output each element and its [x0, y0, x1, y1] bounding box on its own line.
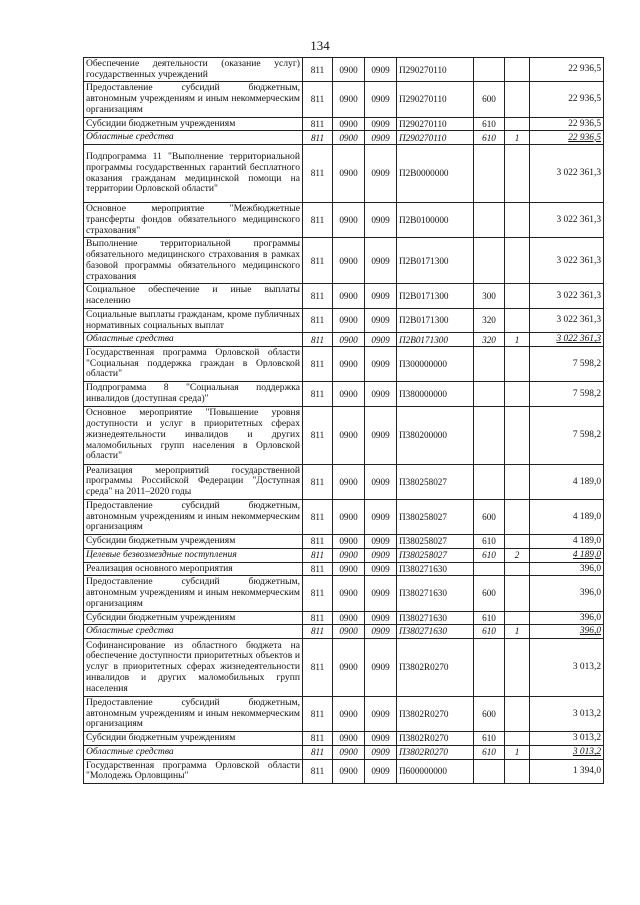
cell-section-code: 0900 [333, 464, 365, 499]
cell-admin-code: 811 [303, 611, 333, 625]
cell-target-article: П380200000 [397, 406, 474, 464]
cell-subsection-code: 0909 [365, 58, 397, 82]
cell-funding-source [505, 82, 530, 117]
cell-expense-type [474, 238, 505, 284]
cell-name: Целевые безвозмездные поступления [84, 548, 303, 562]
table-row [84, 696, 604, 731]
cell-name: Субсидии бюджетным учреждениям [84, 117, 303, 131]
cell-section-code: 0900 [333, 638, 365, 696]
cell-amount: 396,0 [530, 611, 604, 625]
table-row [84, 203, 604, 238]
cell-funding-source [505, 284, 530, 308]
cell-name: Реализация основного мероприятия [84, 562, 303, 576]
table-row [84, 611, 604, 625]
cell-amount: 3 013,2 [530, 745, 604, 759]
cell-name: Подпрограмма 11 "Выполнение территориальной программы государственных гарантий бесплатного оказания гражданам медицинской помощи на территории Орловской области" [84, 145, 303, 203]
cell-subsection-code: 0909 [365, 406, 397, 464]
cell-funding-source [505, 58, 530, 82]
cell-funding-source [505, 759, 530, 783]
cell-funding-source: 1 [505, 745, 530, 759]
cell-admin-code: 811 [303, 464, 333, 499]
cell-amount: 7 598,2 [530, 347, 604, 382]
cell-expense-type [474, 347, 505, 382]
cell-target-article: П380258027 [397, 548, 474, 562]
cell-subsection-code: 0909 [365, 464, 397, 499]
cell-section-code: 0900 [333, 284, 365, 308]
cell-amount: 3 022 361,3 [530, 238, 604, 284]
cell-funding-source [505, 347, 530, 382]
cell-amount: 22 936,5 [530, 58, 604, 82]
cell-section-code: 0900 [333, 611, 365, 625]
cell-name: Областные средства [84, 625, 303, 639]
cell-target-article: П380271630 [397, 611, 474, 625]
cell-funding-source [505, 464, 530, 499]
cell-target-article: П600000000 [397, 759, 474, 783]
table-row [84, 82, 604, 117]
table-row [84, 347, 604, 382]
cell-target-article: П300000000 [397, 347, 474, 382]
cell-name: Областные средства [84, 131, 303, 145]
cell-section-code: 0900 [333, 117, 365, 131]
cell-admin-code: 811 [303, 732, 333, 746]
cell-subsection-code: 0909 [365, 732, 397, 746]
cell-admin-code: 811 [303, 745, 333, 759]
cell-expense-type: 610 [474, 625, 505, 639]
cell-expense-type: 600 [474, 576, 505, 611]
cell-amount: 1 394,0 [530, 759, 604, 783]
cell-expense-type [474, 638, 505, 696]
table-row [84, 382, 604, 406]
cell-subsection-code: 0909 [365, 576, 397, 611]
table-row [84, 548, 604, 562]
cell-funding-source: 1 [505, 131, 530, 145]
cell-funding-source [505, 576, 530, 611]
cell-expense-type: 610 [474, 548, 505, 562]
cell-target-article: П2В0171300 [397, 333, 474, 347]
cell-name: Субсидии бюджетным учреждениям [84, 535, 303, 549]
cell-expense-type: 610 [474, 535, 505, 549]
table-row [84, 499, 604, 534]
cell-funding-source [505, 499, 530, 534]
cell-admin-code: 811 [303, 382, 333, 406]
cell-expense-type: 600 [474, 499, 505, 534]
cell-subsection-code: 0909 [365, 382, 397, 406]
cell-section-code: 0900 [333, 333, 365, 347]
cell-section-code: 0900 [333, 625, 365, 639]
table-row [84, 145, 604, 203]
cell-funding-source [505, 696, 530, 731]
table-row [84, 745, 604, 759]
cell-name: Областные средства [84, 333, 303, 347]
cell-section-code: 0900 [333, 759, 365, 783]
cell-target-article: П2В0171300 [397, 238, 474, 284]
cell-target-article: П290270110 [397, 82, 474, 117]
cell-target-article: П3802R0270 [397, 732, 474, 746]
cell-section-code: 0900 [333, 499, 365, 534]
cell-section-code: 0900 [333, 732, 365, 746]
cell-subsection-code: 0909 [365, 117, 397, 131]
cell-expense-type [474, 382, 505, 406]
cell-section-code: 0900 [333, 308, 365, 332]
cell-amount: 3 022 361,3 [530, 203, 604, 238]
cell-amount: 396,0 [530, 625, 604, 639]
cell-amount: 4 189,0 [530, 548, 604, 562]
cell-section-code: 0900 [333, 576, 365, 611]
page-number: 134 [310, 38, 330, 53]
table-row [84, 732, 604, 746]
cell-expense-type: 610 [474, 117, 505, 131]
table-row [84, 406, 604, 464]
cell-expense-type [474, 58, 505, 82]
cell-subsection-code: 0909 [365, 203, 397, 238]
table-row [84, 284, 604, 308]
cell-target-article: П2В0171300 [397, 308, 474, 332]
cell-target-article: П380258027 [397, 464, 474, 499]
cell-target-article: П2В0100000 [397, 203, 474, 238]
cell-section-code: 0900 [333, 745, 365, 759]
cell-target-article: П380271630 [397, 625, 474, 639]
cell-name: Предоставление субсидий бюджетным, автономным учреждениям и иным некоммерческим организациям [84, 696, 303, 731]
cell-name: Субсидии бюджетным учреждениям [84, 732, 303, 746]
cell-expense-type: 610 [474, 732, 505, 746]
cell-amount: 3 022 361,3 [530, 308, 604, 332]
cell-admin-code: 811 [303, 203, 333, 238]
cell-admin-code: 811 [303, 696, 333, 731]
table-row [84, 238, 604, 284]
cell-section-code: 0900 [333, 131, 365, 145]
table-row [84, 562, 604, 576]
cell-expense-type: 320 [474, 308, 505, 332]
cell-expense-type [474, 203, 505, 238]
cell-target-article: П380000000 [397, 382, 474, 406]
cell-expense-type: 300 [474, 284, 505, 308]
cell-amount: 7 598,2 [530, 406, 604, 464]
cell-subsection-code: 0909 [365, 638, 397, 696]
cell-subsection-code: 0909 [365, 145, 397, 203]
cell-subsection-code: 0909 [365, 347, 397, 382]
cell-amount: 7 598,2 [530, 382, 604, 406]
cell-funding-source [505, 406, 530, 464]
cell-funding-source [505, 238, 530, 284]
cell-name: Подпрограмма 8 "Социальная поддержка инвалидов (доступная среда)" [84, 382, 303, 406]
cell-section-code: 0900 [333, 382, 365, 406]
table-row [84, 464, 604, 499]
cell-section-code: 0900 [333, 347, 365, 382]
cell-funding-source [505, 611, 530, 625]
cell-name: Субсидии бюджетным учреждениям [84, 611, 303, 625]
cell-amount: 4 189,0 [530, 464, 604, 499]
cell-subsection-code: 0909 [365, 284, 397, 308]
cell-amount: 3 013,2 [530, 732, 604, 746]
table-row [84, 117, 604, 131]
cell-name: Основное мероприятие "Межбюджетные трансферты фондов обязательного медицинского страхования" [84, 203, 303, 238]
cell-target-article: П380271630 [397, 562, 474, 576]
cell-funding-source [505, 562, 530, 576]
cell-admin-code: 811 [303, 535, 333, 549]
cell-section-code: 0900 [333, 82, 365, 117]
cell-funding-source [505, 308, 530, 332]
cell-admin-code: 811 [303, 145, 333, 203]
cell-funding-source: 1 [505, 333, 530, 347]
cell-subsection-code: 0909 [365, 611, 397, 625]
cell-admin-code: 811 [303, 347, 333, 382]
cell-amount: 3 013,2 [530, 638, 604, 696]
cell-admin-code: 811 [303, 308, 333, 332]
cell-expense-type: 320 [474, 333, 505, 347]
cell-section-code: 0900 [333, 696, 365, 731]
cell-funding-source [505, 535, 530, 549]
table-body [84, 58, 604, 784]
cell-section-code: 0900 [333, 406, 365, 464]
cell-subsection-code: 0909 [365, 548, 397, 562]
cell-name: Софинансирование из областного бюджета на обеспечение доступности приоритетных объектов и услуг в приоритетных сферах жизнедеятельности инвалидов и других маломобильных групп населения [84, 638, 303, 696]
cell-admin-code: 811 [303, 576, 333, 611]
cell-admin-code: 811 [303, 548, 333, 562]
cell-name: Предоставление субсидий бюджетным, автономным учреждениям и иным некоммерческим организациям [84, 82, 303, 117]
table-row [84, 131, 604, 145]
cell-admin-code: 811 [303, 638, 333, 696]
cell-admin-code: 811 [303, 625, 333, 639]
cell-expense-type [474, 562, 505, 576]
cell-subsection-code: 0909 [365, 535, 397, 549]
cell-section-code: 0900 [333, 203, 365, 238]
cell-admin-code: 811 [303, 284, 333, 308]
cell-section-code: 0900 [333, 238, 365, 284]
cell-expense-type: 610 [474, 745, 505, 759]
cell-section-code: 0900 [333, 535, 365, 549]
cell-admin-code: 811 [303, 562, 333, 576]
cell-target-article: П2В0000000 [397, 145, 474, 203]
cell-expense-type: 600 [474, 696, 505, 731]
cell-name: Предоставление субсидий бюджетным, автономным учреждениям и иным некоммерческим организациям [84, 499, 303, 534]
cell-section-code: 0900 [333, 58, 365, 82]
cell-expense-type [474, 759, 505, 783]
cell-amount: 22 936,5 [530, 117, 604, 131]
cell-name: Социальное обеспечение и иные выплаты населению [84, 284, 303, 308]
cell-name: Выполнение территориальной программы обязательного медицинского страхования в рамках базовой программы обязательного медицинского страхования [84, 238, 303, 284]
cell-funding-source: 1 [505, 625, 530, 639]
table-row [84, 535, 604, 549]
cell-section-code: 0900 [333, 548, 365, 562]
cell-admin-code: 811 [303, 499, 333, 534]
cell-admin-code: 811 [303, 333, 333, 347]
cell-subsection-code: 0909 [365, 696, 397, 731]
cell-target-article: П290270110 [397, 117, 474, 131]
cell-subsection-code: 0909 [365, 562, 397, 576]
table-row [84, 58, 604, 82]
cell-name: Обеспечение деятельности (оказание услуг) государственных учреждений [84, 58, 303, 82]
cell-funding-source: 2 [505, 548, 530, 562]
cell-name: Областные средства [84, 745, 303, 759]
cell-amount: 22 936,5 [530, 82, 604, 117]
cell-amount: 4 189,0 [530, 535, 604, 549]
cell-amount: 22 936,5 [530, 131, 604, 145]
cell-subsection-code: 0909 [365, 308, 397, 332]
cell-admin-code: 811 [303, 82, 333, 117]
table-row [84, 333, 604, 347]
cell-target-article: П290270110 [397, 131, 474, 145]
cell-funding-source [505, 145, 530, 203]
cell-funding-source [505, 382, 530, 406]
cell-admin-code: 811 [303, 238, 333, 284]
cell-funding-source [505, 117, 530, 131]
budget-table [83, 57, 604, 784]
cell-subsection-code: 0909 [365, 131, 397, 145]
cell-target-article: П380258027 [397, 499, 474, 534]
cell-subsection-code: 0909 [365, 499, 397, 534]
cell-target-article: П3802R0270 [397, 745, 474, 759]
cell-target-article: П380258027 [397, 535, 474, 549]
cell-expense-type [474, 464, 505, 499]
cell-target-article: П290270110 [397, 58, 474, 82]
cell-subsection-code: 0909 [365, 333, 397, 347]
cell-amount: 4 189,0 [530, 499, 604, 534]
cell-admin-code: 811 [303, 406, 333, 464]
table-row [84, 625, 604, 639]
table-row [84, 759, 604, 783]
cell-subsection-code: 0909 [365, 238, 397, 284]
cell-name: Государственная программа Орловской области "Социальная поддержка граждан в Орловской области" [84, 347, 303, 382]
cell-target-article: П3802R0270 [397, 638, 474, 696]
cell-expense-type: 610 [474, 611, 505, 625]
cell-section-code: 0900 [333, 562, 365, 576]
cell-expense-type [474, 145, 505, 203]
cell-admin-code: 811 [303, 117, 333, 131]
cell-target-article: П380271630 [397, 576, 474, 611]
cell-amount: 3 013,2 [530, 696, 604, 731]
cell-name: Основное мероприятие "Повышение уровня доступности и услуг в приоритетных сферах жизнедеятельности инвалидов и других маломобильных групп населения в Орловской области" [84, 406, 303, 464]
cell-expense-type: 600 [474, 82, 505, 117]
cell-name: Реализация мероприятий государственной программы Российской Федерации "Доступная среда" на 2011–2020 годы [84, 464, 303, 499]
cell-subsection-code: 0909 [365, 759, 397, 783]
cell-admin-code: 811 [303, 131, 333, 145]
cell-amount: 3 022 361,3 [530, 145, 604, 203]
cell-name: Государственная программа Орловской области "Молодежь Орловщины" [84, 759, 303, 783]
cell-expense-type [474, 406, 505, 464]
cell-target-article: П3802R0270 [397, 696, 474, 731]
cell-section-code: 0900 [333, 145, 365, 203]
cell-name: Социальные выплаты гражданам, кроме публичных нормативных социальных выплат [84, 308, 303, 332]
cell-admin-code: 811 [303, 58, 333, 82]
cell-target-article: П2В0171300 [397, 284, 474, 308]
cell-amount: 3 022 361,3 [530, 284, 604, 308]
cell-expense-type: 610 [474, 131, 505, 145]
table-row [84, 308, 604, 332]
cell-funding-source [505, 638, 530, 696]
cell-amount: 396,0 [530, 562, 604, 576]
cell-name: Предоставление субсидий бюджетным, автономным учреждениям и иным некоммерческим организациям [84, 576, 303, 611]
cell-subsection-code: 0909 [365, 745, 397, 759]
cell-funding-source [505, 203, 530, 238]
cell-funding-source [505, 732, 530, 746]
cell-amount: 396,0 [530, 576, 604, 611]
cell-subsection-code: 0909 [365, 82, 397, 117]
table-row [84, 576, 604, 611]
table-row [84, 638, 604, 696]
cell-admin-code: 811 [303, 759, 333, 783]
cell-subsection-code: 0909 [365, 625, 397, 639]
cell-amount: 3 022 361,3 [530, 333, 604, 347]
